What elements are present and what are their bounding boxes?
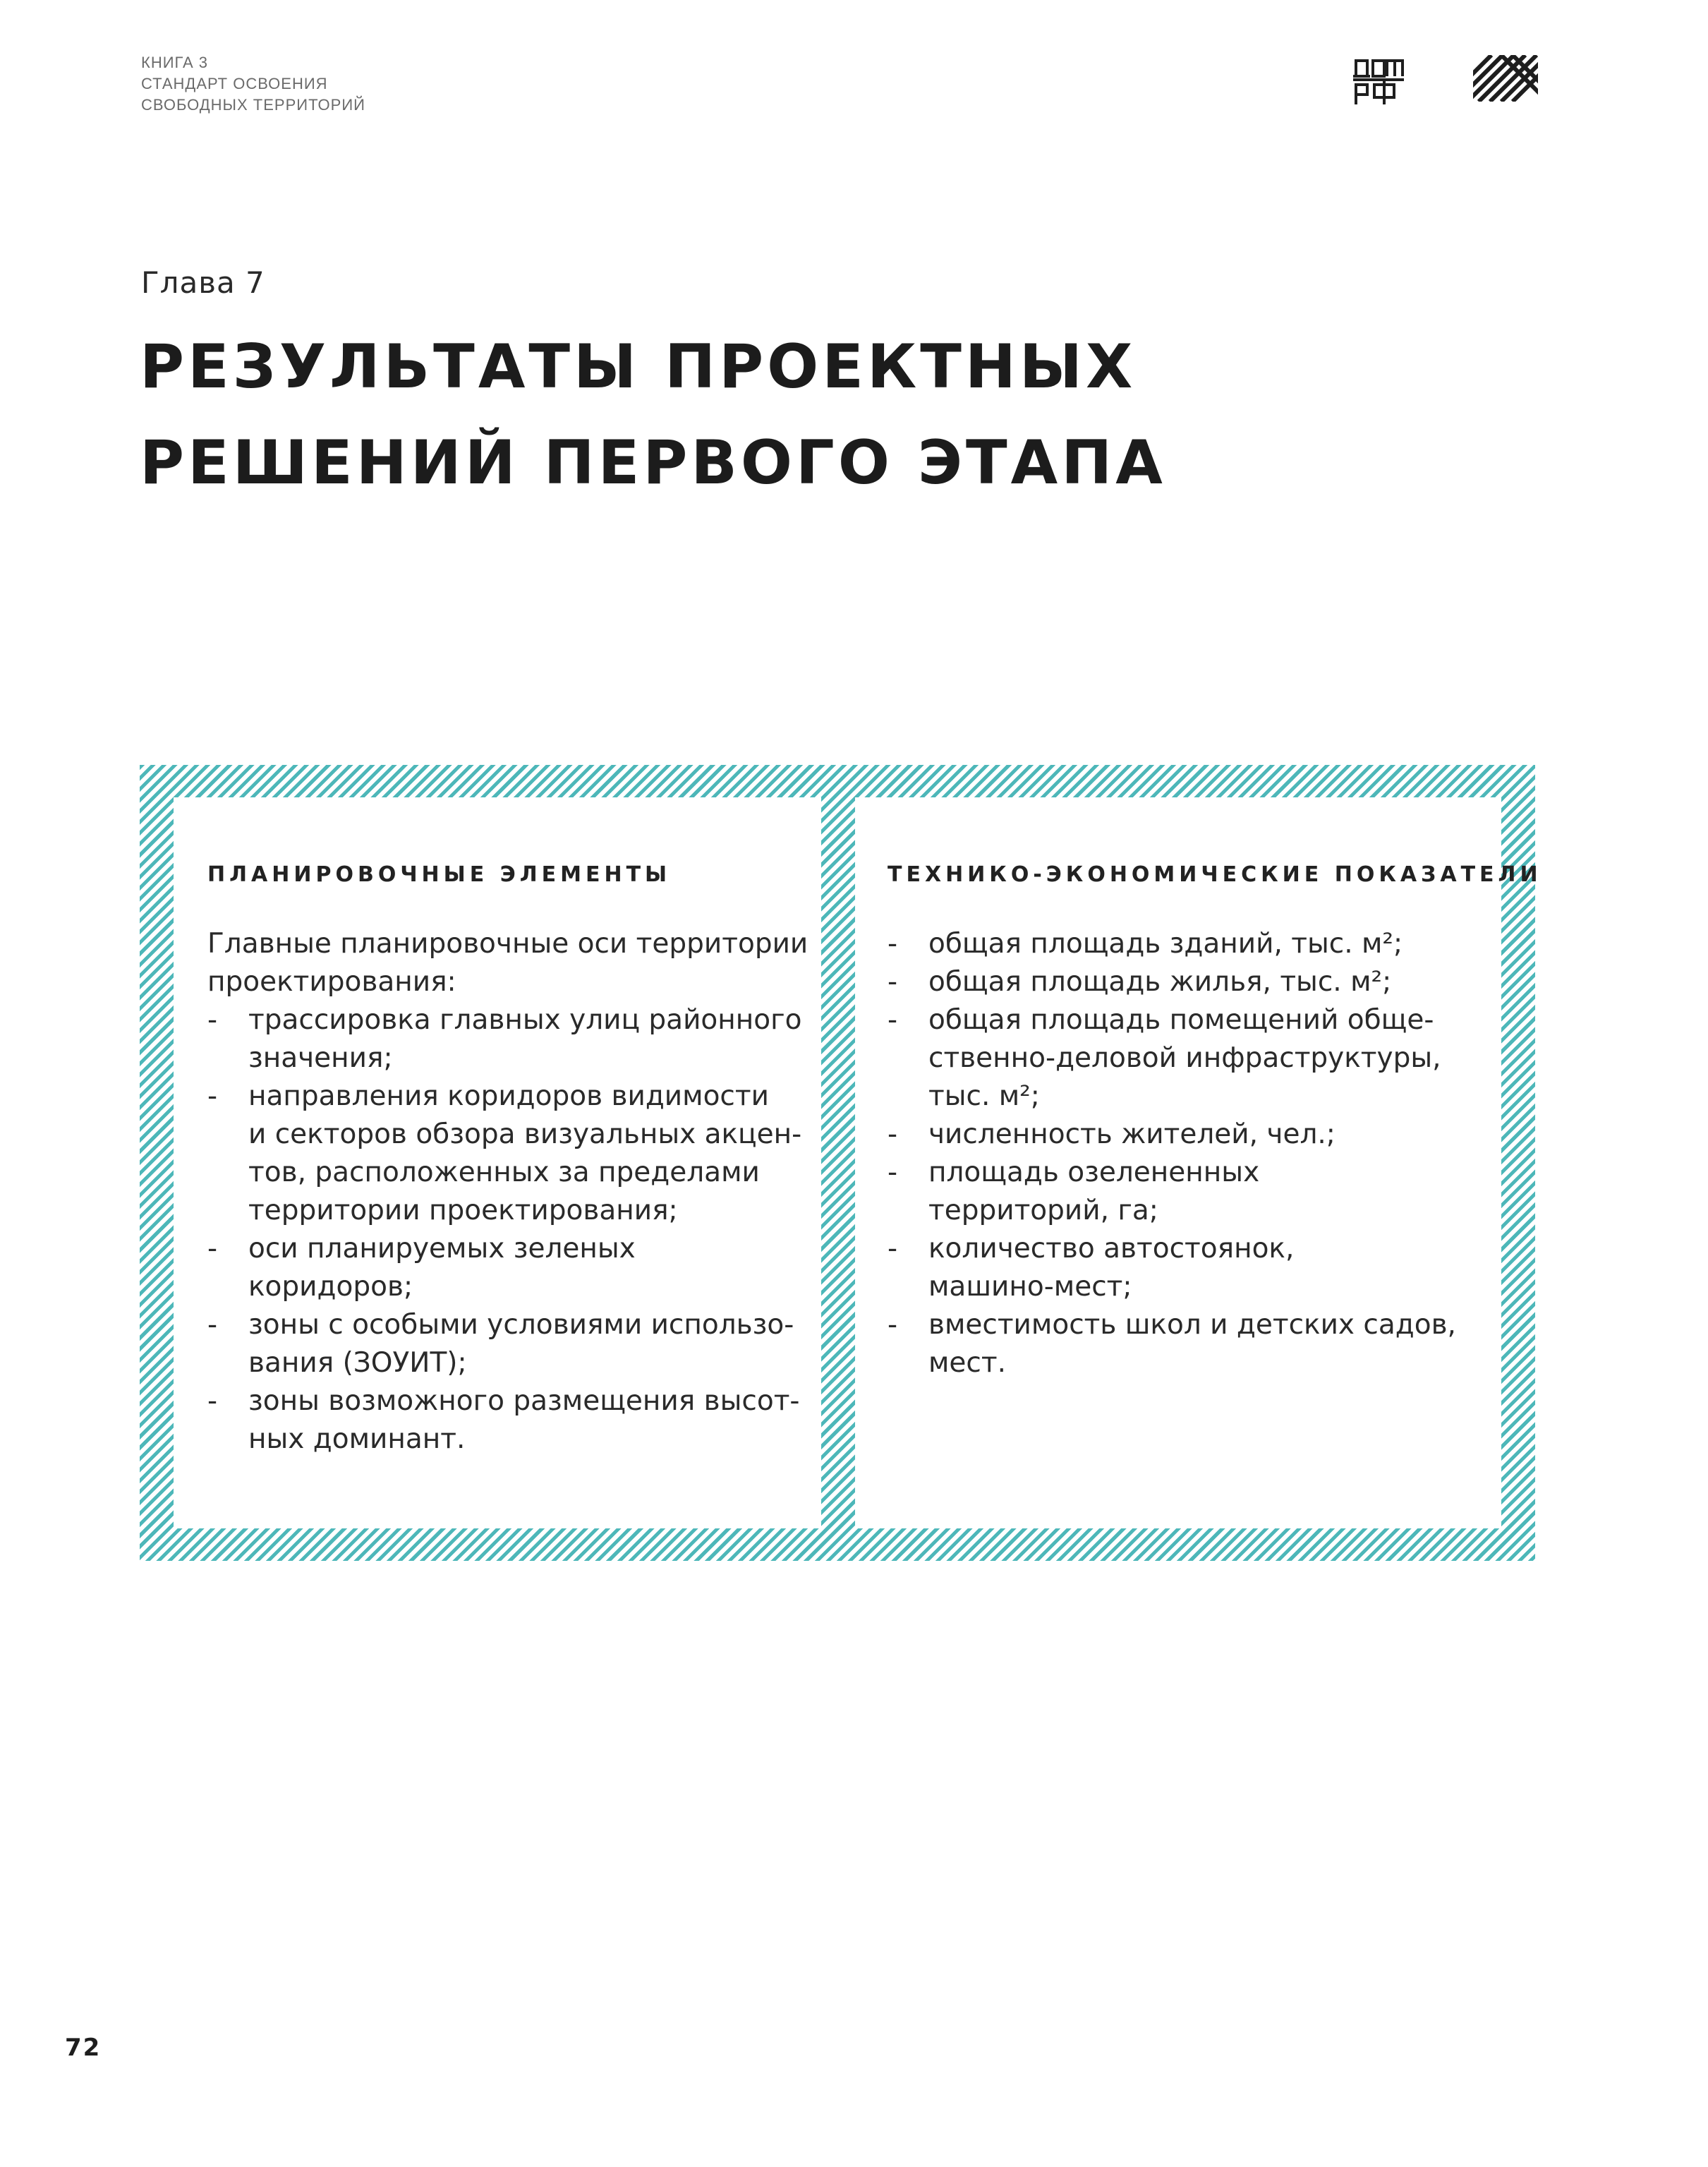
item-line: и секторов обзора визуальных акцен- [248,1118,802,1150]
item-line: - общая площадь жилья, тыс. м²; [928,966,1392,998]
page-title [140,319,1166,511]
item-line: вания (ЗОУИТ); [248,1347,467,1379]
item-line: - общая площадь помещений обще- [928,1004,1434,1036]
panel-body [888,925,1480,1382]
book-line: СТАНДАРТ ОСВОЕНИЯ [141,75,328,92]
list-item [888,1001,1480,1116]
item-line: - оси планируемых зеленых [248,1233,636,1264]
list-item [207,1382,800,1459]
item-line: машино-мест; [928,1271,1132,1303]
item-line: - направления коридоров видимости [248,1080,769,1112]
panel-body [207,925,808,1459]
item-line: мест. [928,1347,1006,1379]
title-line: РЕЗУЛЬТАТЫ ПРОЕКТНЫХ [140,332,1137,402]
item-line: - общая площадь зданий, тыс. м²; [928,928,1403,960]
page-number: 72 [65,2034,102,2062]
item-line: - количество автостоянок, [928,1233,1295,1264]
planning-elements-panel [174,797,821,1528]
book-info [141,52,365,116]
dom-rf-logo [1353,55,1404,106]
list-item [207,1078,800,1230]
list-item [888,1230,1480,1306]
list-item [888,925,1480,963]
intro-line: проектирования: [207,966,456,998]
hatched-frame [140,765,1542,1561]
item-line: тов, расположенных за пределами [248,1157,760,1188]
item-line: значения; [248,1042,393,1074]
bullet-list [888,925,1480,1382]
item-line: тыс. м²; [928,1080,1040,1112]
item-line: территории проектирования; [248,1195,678,1226]
item-line: ственно-деловой инфраструктуры, [928,1042,1441,1074]
item-line: ных доминант. [248,1423,466,1455]
list-item [207,1001,800,1078]
bullet-list [207,1001,800,1459]
technical-indicators-panel [855,797,1542,1528]
panel-heading: ПЛАНИРОВОЧНЫЕ ЭЛЕМЕНТЫ [207,862,672,887]
item-line: - зоны возможного размещения высот- [248,1385,800,1417]
title-line: РЕШЕНИЙ ПЕРВОГО ЭТАПА [140,428,1166,498]
book-line: СВОБОДНЫХ ТЕРРИТОРИЙ [141,96,365,114]
item-line: территорий, га; [928,1195,1158,1226]
intro-line: Главные планировочные оси территории [207,928,808,960]
chapter-label: Глава 7 [141,265,265,300]
book-line: КНИГА 3 [141,54,208,71]
list-item [888,963,1480,1001]
list-item [888,1116,1480,1154]
panel-heading: ТЕХНИКО-ЭКОНОМИЧЕСКИЕ ПОКАЗАТЕЛИ [888,862,1542,887]
item-line: - площадь озелененных [928,1157,1260,1188]
item-line: - зоны с особыми условиями использо- [248,1309,794,1341]
item-line: коридоров; [248,1271,413,1303]
item-line: - численность жителей, чел.; [928,1118,1335,1150]
list-item [207,1306,800,1382]
diagonal-pattern-logo [1473,55,1538,102]
item-line: - трассировка главных улиц районного [248,1004,802,1036]
list-item [207,1230,800,1306]
list-item [888,1154,1480,1230]
list-item [888,1306,1480,1382]
item-line: - вместимость школ и детских садов, [928,1309,1456,1341]
